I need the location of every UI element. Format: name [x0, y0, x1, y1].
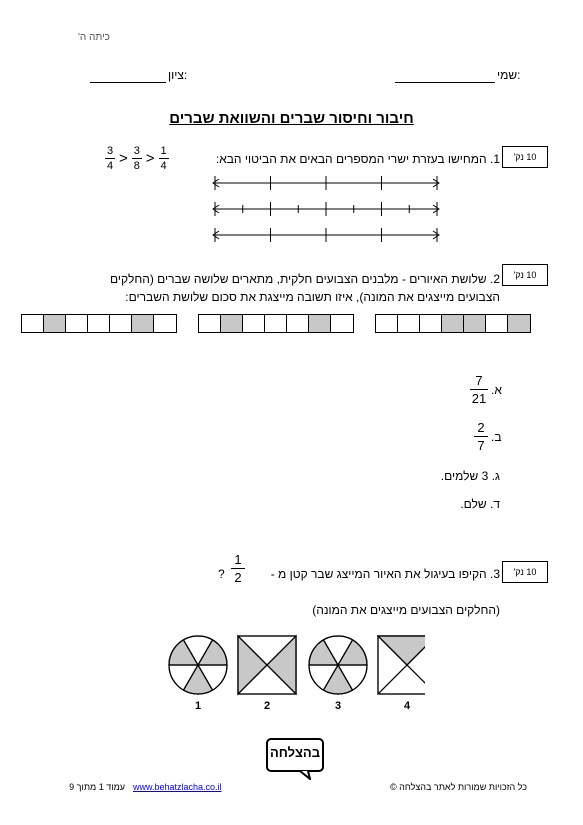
- number-line-3: [213, 228, 439, 242]
- strip-cell: [398, 315, 420, 332]
- score-field[interactable]: [90, 82, 166, 83]
- fraction: $\frac{3}{8}$: [133, 145, 140, 172]
- strip-cell: [22, 315, 44, 332]
- strip-cell: [88, 315, 110, 332]
- q3-fraction: 1 2: [231, 552, 245, 585]
- name-label: שמי:: [497, 68, 521, 82]
- strip-cell: [420, 315, 442, 332]
- number-line-1: [213, 176, 439, 190]
- behatzlacha-logo: בהצלחה: [266, 738, 324, 780]
- fraction-strip-1: [21, 314, 177, 333]
- option-a-fraction: 7 21: [471, 373, 487, 406]
- strip-cell: [44, 315, 66, 332]
- figure-circle-3[interactable]: [309, 636, 367, 694]
- greater-than-sign: >: [145, 150, 155, 167]
- option-b[interactable]: [474, 420, 502, 453]
- figure-label-1: 1: [194, 700, 202, 712]
- number-line-2: [213, 202, 439, 216]
- fraction-strip-3: [375, 314, 531, 333]
- strip-cell: [110, 315, 132, 332]
- strip-cell: [132, 315, 154, 332]
- q3-question-mark: ?: [218, 567, 225, 581]
- q1-expression: [105, 145, 169, 172]
- q1-text: 1. המחישו בעזרת ישרי המספרים הבאים את הביטוי הבא:: [215, 152, 500, 166]
- figure-circle-1[interactable]: [169, 636, 227, 694]
- option-b-label: ב.: [491, 429, 502, 444]
- number-lines: [205, 170, 445, 250]
- grade-label: כיתה ה': [78, 32, 110, 43]
- footer-website-link[interactable]: www.behatzlacha.co.il: [133, 782, 222, 792]
- strip-cell: [331, 315, 353, 332]
- page-title: חיבור וחיסור שברים והשוואת שברים: [169, 110, 414, 127]
- points-box-q2: 10 נק': [502, 264, 548, 286]
- fraction: $\frac{3}{4}$: [106, 145, 114, 172]
- greater-than-sign: >: [119, 150, 128, 167]
- footer-copyright: כל הזכויות שמורות לאתר בהצלחה ©: [390, 782, 527, 792]
- score-label: ציון:: [168, 68, 188, 82]
- q3-figures: [160, 630, 425, 700]
- strip-cell: [508, 315, 530, 332]
- footer-page-number: עמוד 1 מתוך 9: [69, 782, 125, 792]
- points-box-q3: 10 נק': [502, 561, 548, 583]
- fraction: $\frac{1}{4}$: [160, 145, 167, 172]
- figure-label-4: 4: [403, 700, 411, 712]
- strip-cell: [464, 315, 486, 332]
- points-box-q1: 10 נק': [502, 146, 548, 168]
- strip-cell: [486, 315, 508, 332]
- strip-cell: [376, 315, 398, 332]
- fraction-strip-2: [198, 314, 354, 333]
- q3-note: (החלקים הצבועים מייצגים את המונה): [312, 603, 500, 617]
- q3-text: 3. הקיפו בעיגול את האיור המייצג שבר קטן מ -: [270, 567, 500, 581]
- strip-cell: [265, 315, 287, 332]
- q2-text-line1: 2. שלושת האיורים - מלבנים הצבועים חלקית, מתארים שלושה שברים (החלקים: [109, 272, 500, 286]
- option-c[interactable]: ג. 3 שלמים.: [440, 469, 500, 483]
- strip-cell: [221, 315, 243, 332]
- option-d[interactable]: ד. שלם.: [460, 497, 500, 511]
- strip-cell: [199, 315, 221, 332]
- strip-cell: [442, 315, 464, 332]
- figure-label-3: 3: [334, 700, 342, 712]
- option-a[interactable]: [470, 373, 502, 406]
- figure-square-4[interactable]: [378, 636, 425, 694]
- figure-label-2: 2: [263, 700, 271, 712]
- q2-text-line2: הצבועים מייצגים את המונה), איזו תשובה מייצגת את סכום שלושת השברים:: [125, 290, 500, 304]
- strip-cell: [66, 315, 88, 332]
- option-a-label: א.: [491, 382, 502, 397]
- strip-cell: [243, 315, 265, 332]
- strip-cell: [309, 315, 331, 332]
- figure-square-2[interactable]: [238, 636, 296, 694]
- option-b-fraction: 2 7: [474, 420, 488, 453]
- strip-cell: [287, 315, 309, 332]
- strip-cell: [154, 315, 176, 332]
- name-field[interactable]: [395, 82, 495, 83]
